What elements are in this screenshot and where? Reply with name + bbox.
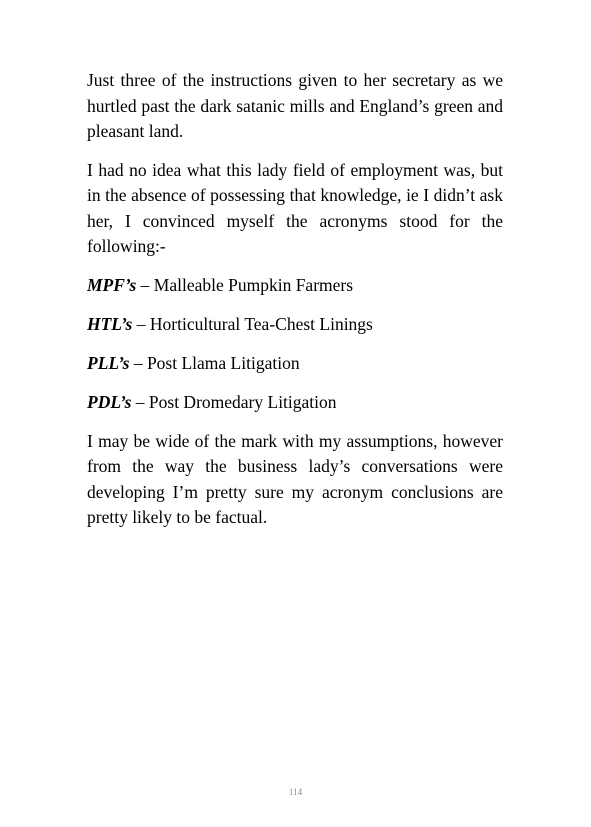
paragraph-intro: Just three of the instructions given to her secretary as we hurtled past the dark satanic mills and England’s green and pleasant land. [87, 70, 503, 141]
definition-meaning: Malleable Pumpkin Farmers [153, 274, 354, 295]
definition-item [87, 312, 503, 338]
definition-separator: – [132, 313, 150, 334]
definition-meaning: Post Dromedary Litigation [148, 391, 337, 412]
definition-meaning: Horticultural Tea-Chest Linings [149, 313, 373, 334]
definition-term: PLL’s [87, 352, 130, 373]
paragraph-acronyms: I had no idea what this lady field of employment was, but in the absence of possessing that knowledge, ie I didn’t ask her, I convinced myself the acronyms stood for the following:- [87, 159, 503, 256]
definition-separator: – [129, 352, 147, 373]
definition-item [87, 390, 503, 416]
paragraph-closing: I may be wide of the mark with my assumptions, however from the way the business lady’s conversations were developing I’m pretty sure my acronym conclusions are pretty likely to be factual. [87, 430, 503, 527]
page-number: 114 [288, 787, 303, 797]
definition-separator: – [136, 274, 154, 295]
definition-item [87, 351, 503, 377]
definition-meaning: Post Llama Litigation [146, 352, 300, 373]
definition-term: MPF’s [87, 274, 137, 295]
definition-separator: – [131, 391, 149, 412]
definition-item [87, 273, 503, 299]
body-text [87, 68, 503, 544]
definition-term: PDL’s [87, 391, 132, 412]
definition-term: HTL’s [87, 313, 133, 334]
